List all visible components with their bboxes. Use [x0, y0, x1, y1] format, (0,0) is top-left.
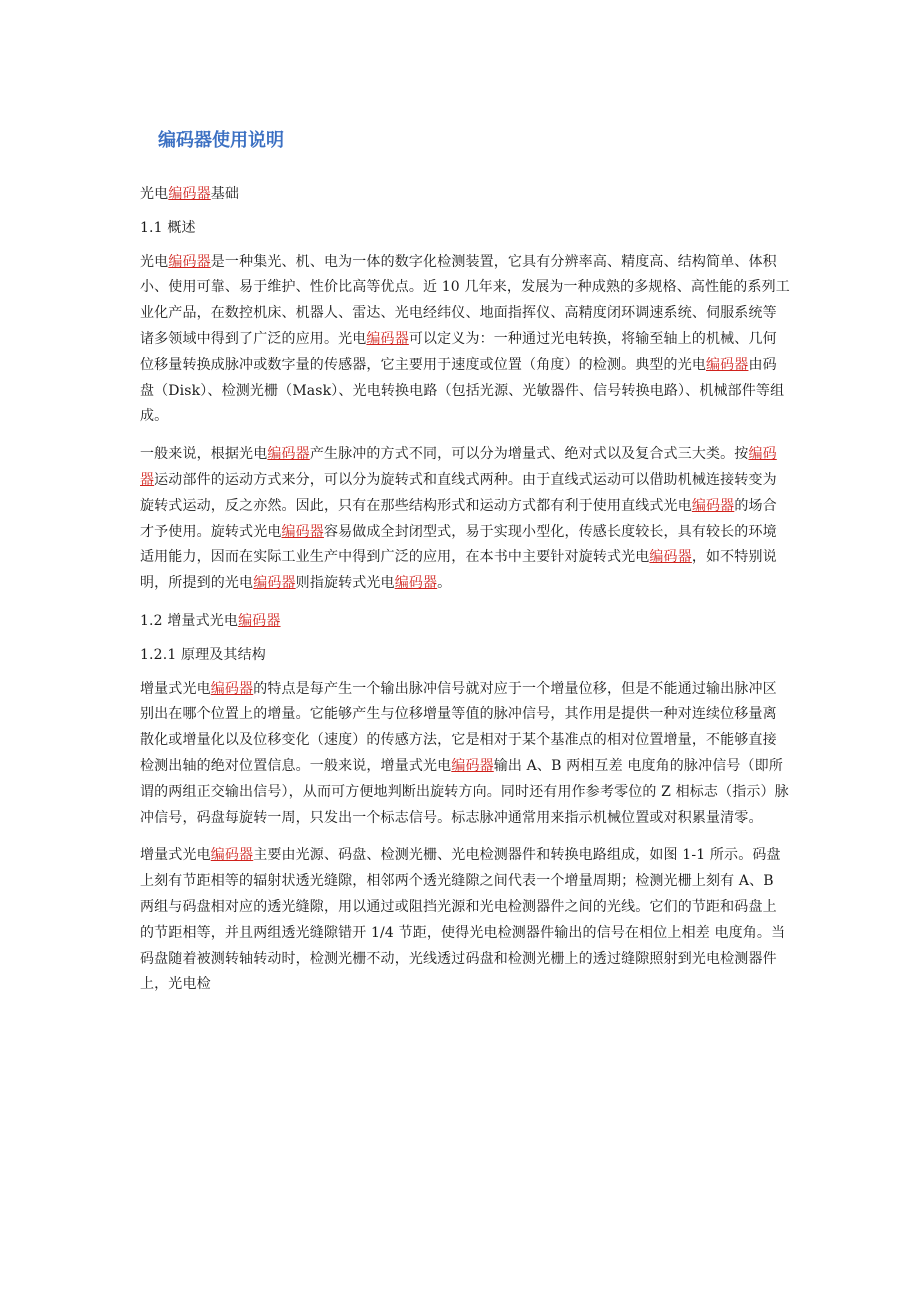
text-run: 1.2.1 原理及其结构 — [140, 646, 266, 663]
paragraph — [140, 643, 790, 669]
text-run: 的特点是每产生一个输出脉冲信号就对应于一个增量位移，但是不能通过输出脉冲区别出在哪个位置上的增量。它能够产生与位移增量等值的脉冲信号，其作用是提供一种对连续位移量离散化或增量化以及位移变化（速度）的传感方法，它是相对于某个基准点的相对位置增量，不能够直接检测出轴的绝对位置信息。一般来说，增量式光电 — [140, 680, 777, 774]
encoder-link[interactable]: 编码器 — [140, 446, 777, 488]
paragraph — [140, 843, 790, 998]
text-run: 增量式光电 — [140, 680, 211, 697]
encoder-link[interactable]: 编码器 — [366, 330, 409, 347]
text-run: 1.1 概述 — [140, 219, 196, 236]
text-run: 一般来说，根据光电 — [140, 446, 268, 463]
encoder-link[interactable]: 编码器 — [706, 356, 749, 373]
text-run: 运动部件的运动方式来分，可以分为旋转式和直线式两种。由于直线式运动可以借助机械连接转变为旋转式运动，反之亦然。因此，只有在那些结构形式和运动方式都有利于使用直线式光电 — [140, 471, 777, 514]
text-run: 容易做成全封闭型式，易于实现小型化，传感长度较长，具有较长的环境适用能力，因而在实际工业生产中得到广泛的应用，在本书中主要针对旋转式光电 — [140, 523, 777, 566]
text-run: 由码盘（Disk）、检测光栅（Mask）、光电转换电路（包括光源、光敏器件、信号转换电路）、机械部件等组成。 — [140, 356, 785, 425]
encoder-link[interactable]: 编码器 — [451, 757, 494, 774]
encoder-link[interactable]: 编码器 — [210, 680, 254, 697]
text-run: ，如不特别说明，所提到的光电 — [140, 549, 777, 592]
encoder-link[interactable]: 编码器 — [394, 575, 438, 592]
document-title: 编码器使用说明 — [158, 130, 284, 151]
text-run: 可以定义为：一种通过光电转换，将输至轴上的机械、几何位移量转换成脉冲或数字量的传感器，它主要用于速度或位置（角度）的检测。典型的光电 — [140, 330, 777, 373]
text-run: 输出 A、B 两相互差 电度角的脉冲信号（即所谓的两组正交输出信号），从而可方便地判断出旋转方向。同时还有用作参考零位的 Z 相标志（指示）脉冲信号，码盘每旋转一周，只发出一个标志信号。标志脉冲通常用来指示机械位置或对积累量清零。 — [140, 757, 789, 826]
text-run: 光电 — [140, 253, 169, 270]
text-run: 。 — [437, 575, 452, 592]
encoder-link[interactable]: 编码器 — [267, 446, 310, 463]
encoder-link[interactable]: 编码器 — [210, 847, 254, 864]
text-run: 主要由光源、码盘、检测光栅、光电检测器件和转换电路组成，如图 1-1 所示。码盘上刻有节距相等的辐射状透光缝隙，相邻两个透光缝隙之间代表一个增量周期；检测光栅上刻有 A、B 两组与码盘相对应的透光缝隙，用以通过或阻挡光源和光电检测器件之间的光线。它们的节距和码盘上的节距相等，并且两组透光缝隙错开 1/4 节距，使得光电检测器件输出的信号在相位上相差 电度角。当码盘随着被测转轴转动时，检测光栅不动，光线透过码盘和检测光栅上的透过缝隙照射到光电检测器件上，光电检 — [140, 847, 786, 993]
encoder-link[interactable]: 编码器 — [168, 253, 211, 270]
text-run: 的场合才予使用。旋转式光电 — [140, 497, 777, 540]
encoder-link[interactable]: 编码器 — [281, 523, 324, 540]
encoder-link[interactable]: 编码器 — [253, 575, 296, 592]
paragraph — [140, 609, 790, 635]
paragraph — [140, 677, 790, 832]
text-run: 基础 — [210, 186, 240, 202]
text-run: 则指旋转式光电 — [295, 575, 395, 592]
text-run: 产生脉冲的方式不同，可以分为增量式、绝对式以及复合式三大类。按 — [309, 446, 749, 463]
paragraph — [140, 442, 790, 597]
paragraph — [140, 250, 790, 431]
text-run: 是一种集光、机、电为一体的数字化检测装置，它具有分辨率高、精度高、结构简单、体积小、使用可靠、易于维护、性价比高等优点。近 10 几年来，发展为一种成熟的多规格、高性能的系列工业化产品，在数控机床、机器人、雷达、光电经纬仪、地面指挥仪、高精度闭环调速系统、伺服系统等诸多领域中得到了广泛的应用。光电 — [140, 253, 790, 347]
text-run: 增量式光电 — [140, 847, 211, 864]
text-run: 光电 — [140, 186, 169, 202]
text-run: 1.2 增量式光电 — [140, 612, 239, 629]
encoder-link[interactable]: 编码器 — [168, 186, 211, 202]
paragraph — [140, 182, 790, 208]
paragraph — [140, 216, 790, 242]
encoder-link[interactable]: 编码器 — [691, 497, 735, 514]
encoder-link[interactable]: 编码器 — [238, 612, 281, 629]
document-body — [140, 182, 790, 1010]
encoder-link[interactable]: 编码器 — [649, 549, 692, 566]
